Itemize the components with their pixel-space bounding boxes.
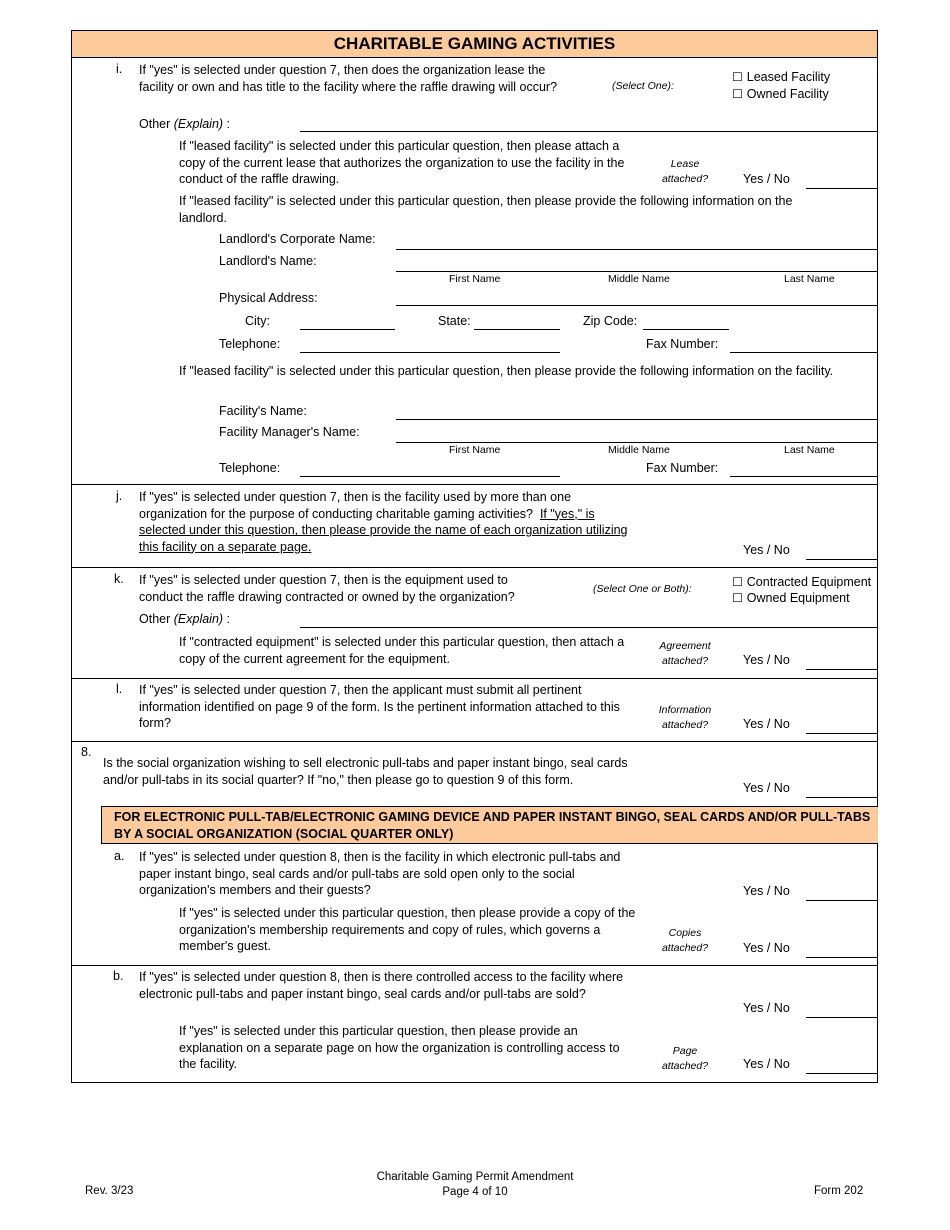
landlord-corp-field[interactable] (396, 249, 877, 250)
copies-yes-no: Yes / No (743, 941, 790, 955)
city-label: City: (245, 314, 270, 328)
question-j-label: j. (116, 489, 123, 503)
manager-middle-name-caption: Middle Name (608, 444, 670, 456)
divider (72, 678, 878, 679)
agreement-answer-field[interactable] (806, 669, 877, 670)
lease-yes-no: Yes / No (743, 172, 790, 186)
question-k-text: If "yes" is selected under question 7, then is the equipment used to conduct the raffle drawing contracted or owned by the organization? (139, 573, 515, 604)
question-8b-text: If "yes" is selected under question 8, then is there controlled access to the facility where electronic pull-tabs and paper instant bingo, seal cards and/or pull-tabs are sold? (139, 970, 624, 1001)
checkbox-icon: ☐ (732, 87, 743, 101)
question-8b-answer-field[interactable] (806, 1017, 877, 1018)
copies-attached-hint: Copies attached? (661, 927, 709, 954)
landlord-name-field[interactable] (396, 271, 877, 272)
question-8b-yes-no: Yes / No (743, 1001, 790, 1015)
leased-facility-option[interactable]: ☐ Leased Facility (732, 70, 831, 84)
facility-telephone-label: Telephone: (219, 461, 281, 475)
facility-manager-field[interactable] (396, 442, 877, 443)
divider (72, 567, 878, 568)
zip-label: Zip Code: (583, 314, 638, 328)
question-8a-answer-field[interactable] (806, 900, 877, 901)
question-i-label: i. (116, 62, 123, 76)
facility-intro: If "leased facility" is selected under this particular question, then please provide the following information on the facility. (179, 364, 834, 378)
question-k-other-field[interactable] (300, 627, 877, 628)
question-j-answer-field[interactable] (806, 559, 877, 560)
contracted-equipment-option[interactable]: ☐ Contracted Equipment (732, 575, 872, 589)
question-8-yes-no: Yes / No (743, 781, 790, 795)
question-8b-label: b. (113, 969, 124, 983)
facility-manager-label: Facility Manager's Name: (219, 425, 360, 439)
city-field[interactable] (300, 329, 395, 330)
landlord-corp-label: Landlord's Corporate Name: (219, 232, 376, 246)
question-l-yes-no: Yes / No (743, 717, 790, 731)
question-l-text: If "yes" is selected under question 7, then the applicant must submit all pertinent information identified on page 9 of the form. Is the pertinent information attached to this form? (139, 683, 620, 731)
question-k-select-hint: (Select One or Both): (593, 583, 692, 595)
contract-instruction: If "contracted equipment" is selected under this particular question, then attach a copy of the current agreement for the equipment. (179, 635, 625, 666)
lease-attached-hint: Lease attached? (661, 158, 709, 185)
lease-answer-field[interactable] (806, 188, 877, 189)
question-l-answer-field[interactable] (806, 733, 877, 734)
facility-fax-label: Fax Number: (646, 461, 719, 475)
page-attached-answer-field[interactable] (806, 1073, 877, 1074)
question-i-select-hint: (Select One): (612, 80, 674, 92)
landlord-last-name-caption: Last Name (784, 273, 835, 285)
question-8-answer-field[interactable] (806, 797, 877, 798)
footer-page-number: Page 4 of 10 (442, 1186, 508, 1198)
landlord-telephone-label: Telephone: (219, 337, 281, 351)
divider (72, 965, 878, 966)
facility-fax-field[interactable] (730, 476, 877, 477)
divider (72, 741, 878, 742)
checkbox-icon: ☐ (732, 575, 743, 589)
zip-field[interactable] (643, 329, 729, 330)
page-attached-yes-no: Yes / No (743, 1057, 790, 1071)
question-8a-yes-no: Yes / No (743, 884, 790, 898)
owned-equipment-option[interactable]: ☐ Owned Equipment (732, 591, 850, 605)
question-i-other-label: Other (Explain) : (139, 117, 231, 131)
state-label: State: (438, 314, 471, 328)
divider (72, 484, 878, 485)
page-attached-hint: Page attached? (661, 1045, 709, 1072)
question-l-label: l. (116, 682, 123, 696)
question-8b-sub-text: If "yes" is selected under this particular question, then please provide an explanation on a separate page on how the organization is controlling access to the facility. (179, 1024, 620, 1072)
facility-name-label: Facility's Name: (219, 404, 307, 418)
question-8-text: Is the social organization wishing to sell electronic pull-tabs and paper instant bingo, seal cards and/or pull-tabs in its social quarter? If "no," then please go to question 9 of this form. (103, 756, 628, 787)
owned-facility-option[interactable]: ☐ Owned Facility (732, 87, 829, 101)
physical-address-label: Physical Address: (219, 291, 318, 305)
landlord-first-name-caption: First Name (449, 273, 501, 285)
information-attached-hint: Information attached? (658, 704, 712, 731)
state-field[interactable] (474, 329, 560, 330)
landlord-telephone-field[interactable] (300, 352, 560, 353)
landlord-fax-field[interactable] (730, 352, 877, 353)
frame-right (877, 30, 878, 1083)
footer-form-number: Form 202 (814, 1185, 864, 1197)
footer-document-title: Charitable Gaming Permit Amendment (376, 1171, 574, 1183)
question-i-other-field[interactable] (300, 131, 877, 132)
question-8a-sub-text: If "yes" is selected under this particular question, then please provide a copy of the organization's membership requirements and copy of rules, which governs a member's guest. (179, 906, 636, 954)
question-8a-label: a. (114, 849, 125, 863)
landlord-intro: If "leased facility" is selected under this particular question, then please provide the following information on the landlord. (179, 194, 793, 225)
question-8a-text: If "yes" is selected under question 8, then is the facility in which electronic pull-tabs and paper instant bingo, seal cards and/or pull-tabs are sold open only to the social organization's members and their guests? (139, 850, 621, 898)
question-k-label: k. (114, 572, 124, 586)
landlord-fax-label: Fax Number: (646, 337, 719, 351)
checkbox-icon: ☐ (732, 591, 743, 605)
question-j-text: If "yes" is selected under question 7, then is the facility used by more than one organization for the purpose of conducting charitable gaming activities? If "yes," is selected under this question, then please provide the name of each organization utilizing this facility on a separate page. (139, 490, 628, 554)
lease-instruction: If "leased facility" is selected under this particular question, then please attach a copy of the current lease that authorizes the organization to use the facility in the conduct of the raffle drawing. (179, 139, 625, 187)
facility-name-field[interactable] (396, 419, 877, 420)
manager-last-name-caption: Last Name (784, 444, 835, 456)
question-j-yes-no: Yes / No (743, 543, 790, 557)
agreement-attached-hint: Agreement attached? (659, 640, 711, 667)
agreement-yes-no: Yes / No (743, 653, 790, 667)
social-quarter-section-header: FOR ELECTRONIC PULL-TAB/ELECTRONIC GAMING DEVICE AND PAPER INSTANT BINGO, SEAL CARDS AND/OR PULL-TABS BY A SOCIAL ORGANIZATION (SOCIAL QUARTER ONLY) (101, 806, 878, 844)
landlord-name-label: Landlord's Name: (219, 254, 317, 268)
manager-first-name-caption: First Name (449, 444, 501, 456)
facility-telephone-field[interactable] (300, 476, 560, 477)
physical-address-field[interactable] (396, 305, 877, 306)
section-title: CHARITABLE GAMING ACTIVITIES (72, 31, 877, 58)
checkbox-icon: ☐ (732, 70, 743, 84)
frame-bottom (72, 1082, 878, 1083)
question-k-other-label: Other (Explain) : (139, 612, 231, 626)
question-8-label: 8. (81, 745, 92, 759)
footer-revision: Rev. 3/23 (85, 1185, 134, 1197)
question-i-text: If "yes" is selected under question 7, then does the organization lease the facility or own and has title to the facility where the raffle drawing will occur? (139, 63, 558, 94)
frame-left (71, 30, 72, 1083)
copies-answer-field[interactable] (806, 957, 877, 958)
landlord-middle-name-caption: Middle Name (608, 273, 670, 285)
